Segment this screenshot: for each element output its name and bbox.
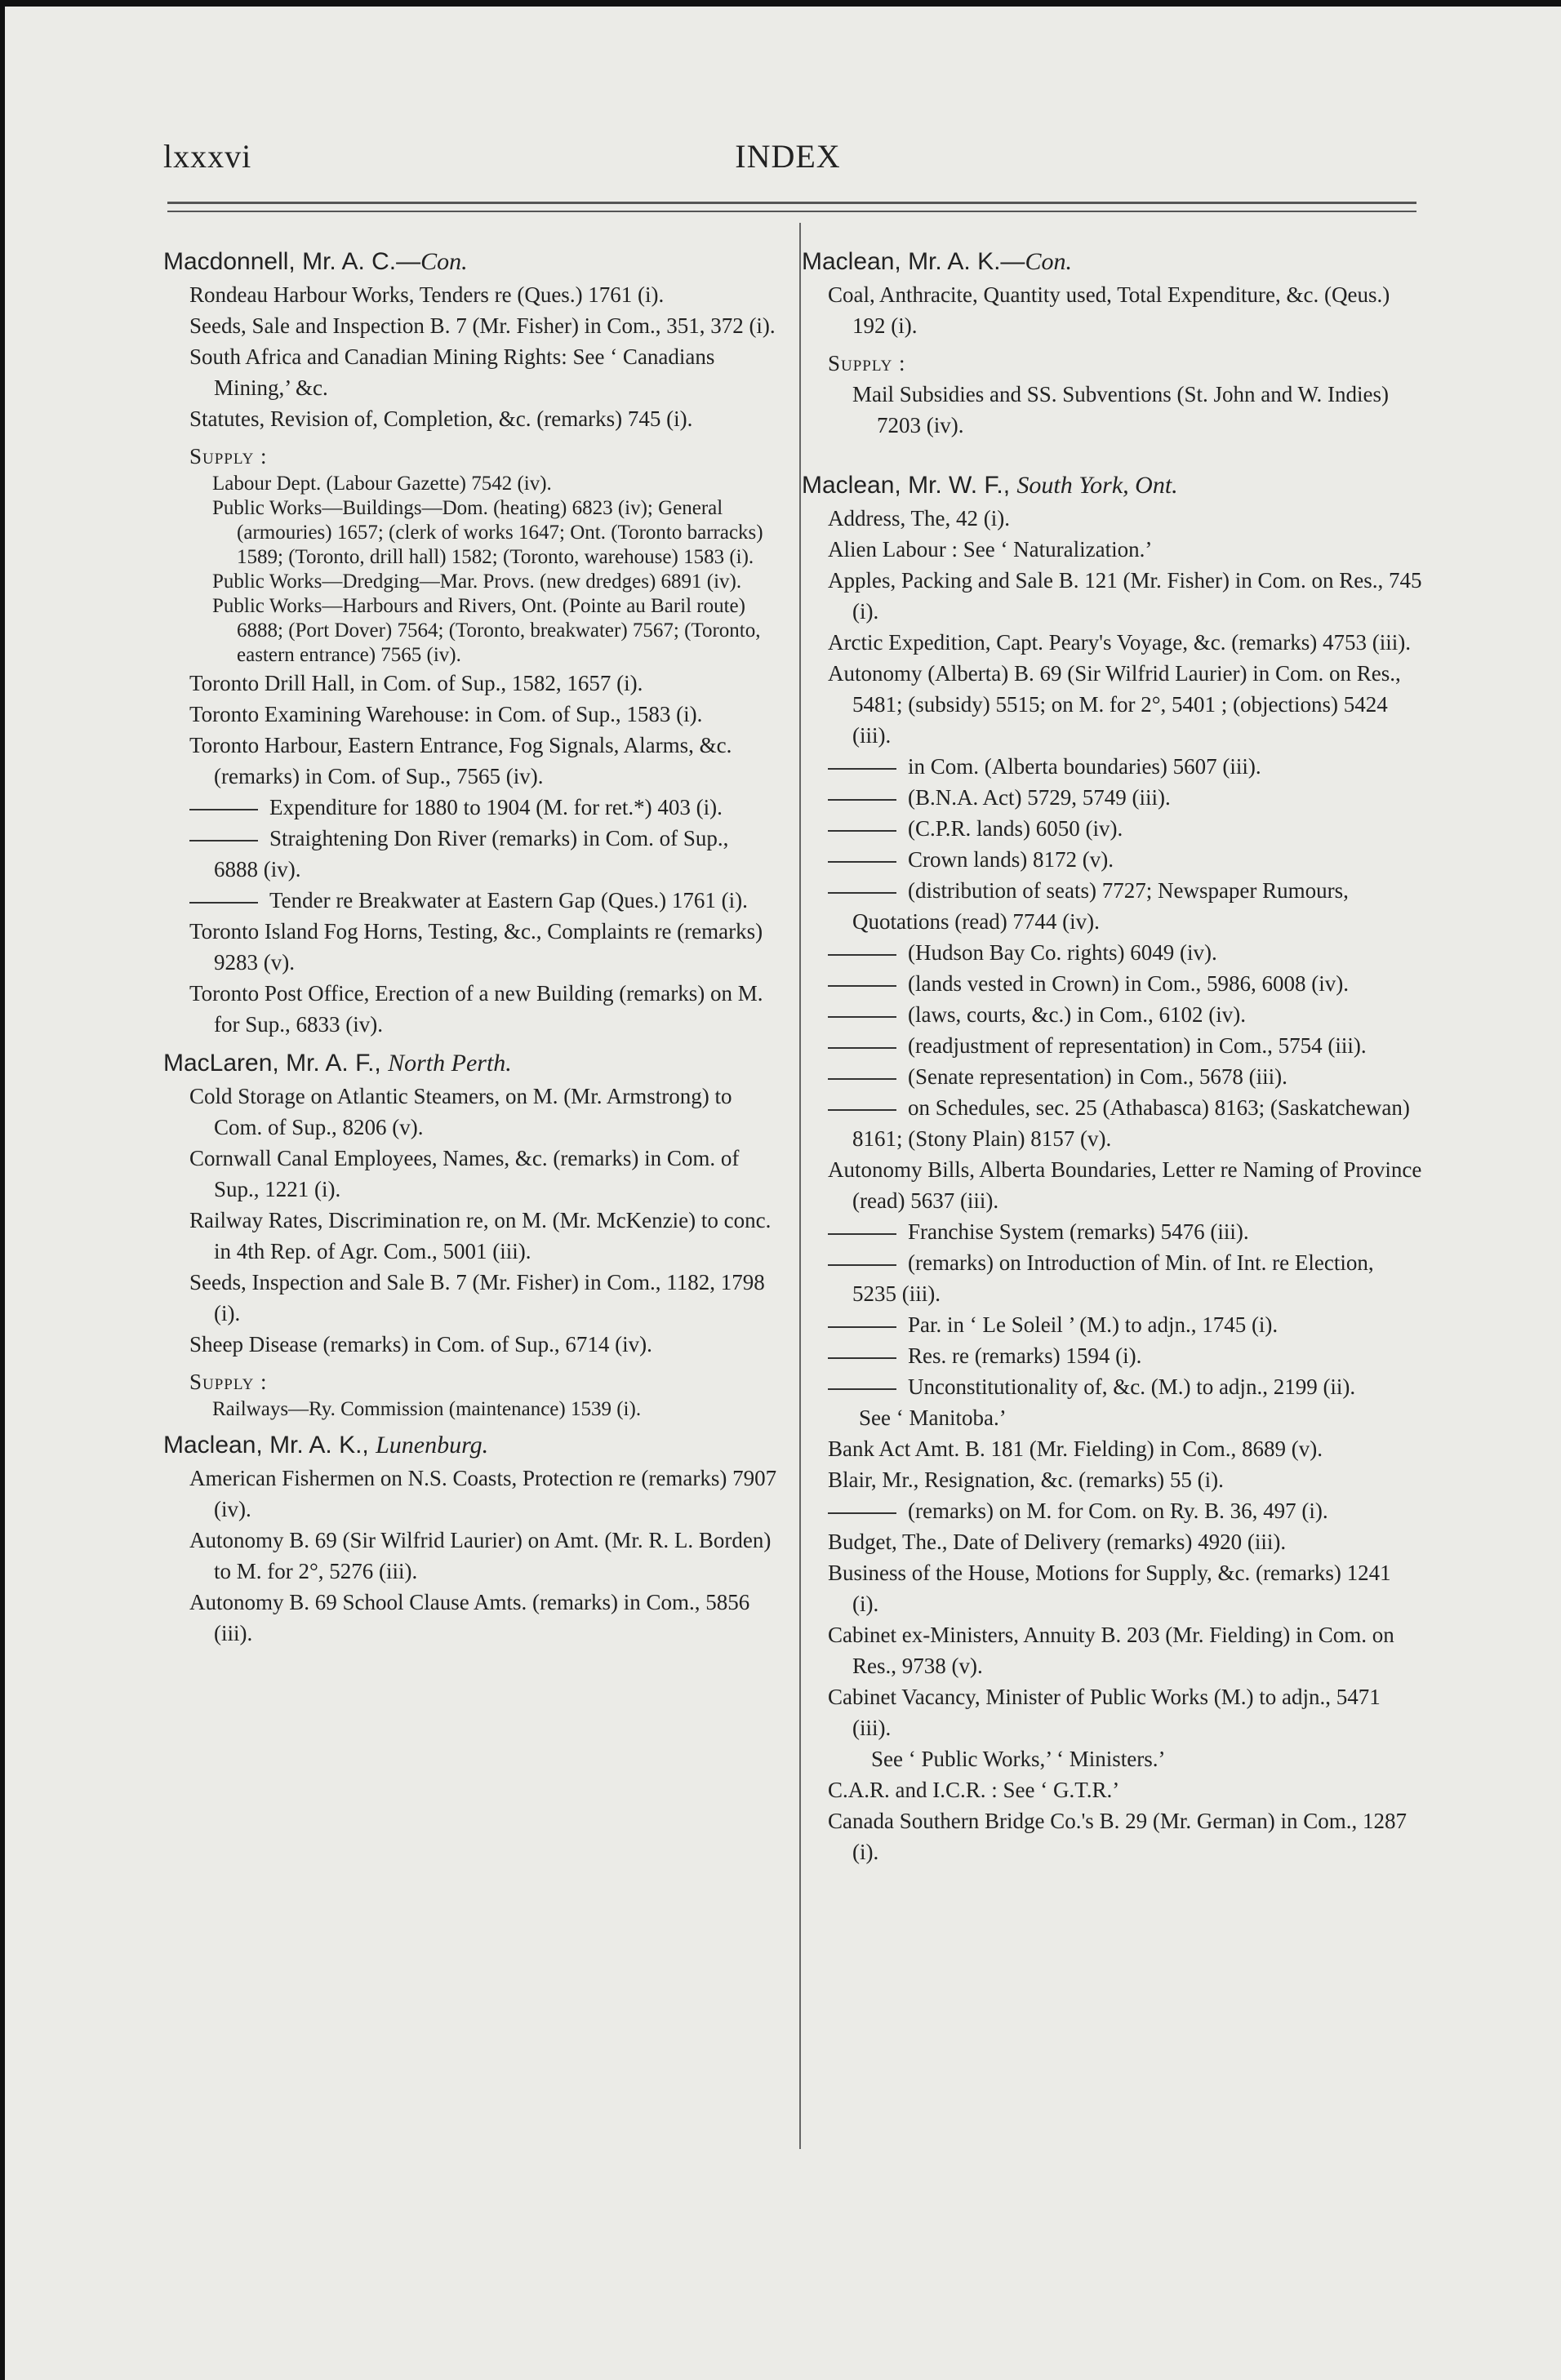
dash-rule [828, 830, 896, 832]
dash-rule [828, 768, 896, 770]
index-entry: Apples, Packing and Sale B. 121 (Mr. Fisher) in Com. on Res., 745 (i). [828, 568, 1422, 624]
index-entry: Autonomy B. 69 (Sir Wilfrid Laurier) on Amt. (Mr. R. L. Borden) to M. for 2°, 5276 (iii). [189, 1528, 772, 1583]
index-entry: Arctic Expedition, Capt. Peary's Voyage, &c. (remarks) 4753 (iii). [828, 630, 1411, 655]
index-heading: Maclean, Mr. A. K., Lunenburg. [163, 1432, 489, 1459]
index-subentry: (B.N.A. Act) 5729, 5749 (iii). [802, 782, 1422, 813]
column-divider [799, 223, 801, 2149]
index-entry: Toronto Examining Warehouse: in Com. of Sup., 1583 (i). [189, 702, 703, 726]
scan-border-left [0, 0, 5, 2380]
page-number: lxxxvi [163, 138, 252, 175]
dash-rule [828, 799, 896, 801]
left-column [163, 238, 777, 1649]
index-subentry: (Senate representation) in Com., 5678 (iii). [802, 1061, 1422, 1092]
dash-rule [828, 1047, 896, 1049]
index-entry: Cabinet Vacancy, Minister of Public Works (M.) to adjn., 5471 (iii). [828, 1685, 1381, 1740]
dash-rule [828, 1078, 896, 1080]
index-subentry: Tender re Breakwater at Eastern Gap (Ques.) 1761 (i). [163, 885, 777, 916]
dash-rule [828, 1233, 896, 1235]
dash-rule [828, 1016, 896, 1018]
supply-entry: Mail Subsidies and SS. Subventions (St. John and W. Indies) 7203 (iv). [852, 382, 1390, 437]
index-entry: Autonomy B. 69 School Clause Amts. (remarks) in Com., 5856 (iii). [189, 1590, 750, 1645]
header-rule-bottom [167, 211, 1416, 212]
index-subentry: (Hudson Bay Co. rights) 6049 (iv). [802, 937, 1422, 968]
index-subentry: (lands vested in Crown) in Com., 5986, 6008 (iv). [802, 968, 1422, 999]
dash-rule [189, 840, 258, 841]
index-heading: Macdonnell, Mr. A. C.—Con. [163, 248, 468, 275]
index-entry: Toronto Harbour, Eastern Entrance, Fog Signals, Alarms, &c. (remarks) in Com. of Sup., 7565 (iv). [189, 733, 732, 788]
supply-entry: Labour Dept. (Labour Gazette) 7542 (iv). [212, 473, 552, 495]
supply-entry: Railways—Ry. Commission (maintenance) 1539 (i). [212, 1398, 642, 1420]
index-subentry: Par. in ‘ Le Soleil ’ (M.) to adjn., 1745 (i). [802, 1309, 1422, 1340]
dash-rule [828, 1109, 896, 1111]
index-subentry: (laws, courts, &c.) in Com., 6102 (iv). [802, 999, 1422, 1030]
dash-rule [828, 1264, 896, 1266]
index-entry: Toronto Drill Hall, in Com. of Sup., 1582, 1657 (i). [189, 671, 643, 695]
index-subentry: on Schedules, sec. 25 (Athabasca) 8163; (Saskatchewan) 8161; (Stony Plain) 8157 (v). [802, 1092, 1422, 1154]
index-entry: C.A.R. and I.C.R. : See ‘ G.T.R.’ [828, 1778, 1120, 1802]
dash-rule [189, 902, 258, 904]
index-subentry: (readjustment of representation) in Com., 5754 (iii). [802, 1030, 1422, 1061]
supply-entry: Public Works—Harbours and Rivers, Ont. (Pointe au Baril route) 6888; (Port Dover) 7564; (Toronto, breakwater) 7567; (Toronto, eastern entrance) 7565 (iv). [212, 595, 761, 666]
index-entry: Sheep Disease (remarks) in Com. of Sup., 6714 (iv). [189, 1332, 652, 1357]
index-entry: Toronto Island Fog Horns, Testing, &c., Complaints re (remarks) 9283 (v). [189, 919, 763, 975]
index-heading: Maclean, Mr. W. F., South York, Ont. [802, 472, 1178, 499]
dash-rule [828, 954, 896, 956]
index-subentry: (C.P.R. lands) 6050 (iv). [802, 813, 1422, 844]
index-entry: Statutes, Revision of, Completion, &c. (remarks) 745 (i). [189, 406, 693, 431]
index-entry: Railway Rates, Discrimination re, on M. (Mr. McKenzie) to conc. in 4th Rep. of Agr. Com., 5001 (iii). [189, 1208, 772, 1263]
see-reference: See ‘ Public Works,’ ‘ Ministers.’ [871, 1747, 1166, 1771]
dash-rule [828, 1326, 896, 1328]
index-entry: Business of the House, Motions for Supply, &c. (remarks) 1241 (i). [828, 1561, 1391, 1616]
index-entry: Cornwall Canal Employees, Names, &c. (remarks) in Com. of Sup., 1221 (i). [189, 1146, 740, 1201]
index-subentry: Straightening Don River (remarks) in Com. of Sup., 6888 (iv). [163, 823, 777, 885]
index-entry: Autonomy Bills, Alberta Boundaries, Letter re Naming of Province (read) 5637 (iii). [828, 1157, 1422, 1213]
index-subentry: Res. re (remarks) 1594 (i). [802, 1340, 1422, 1371]
index-entry: Rondeau Harbour Works, Tenders re (Ques.) 1761 (i). [189, 282, 665, 307]
page-title: INDEX [735, 138, 841, 175]
dash-rule [828, 861, 896, 863]
index-entry: Bank Act Amt. B. 181 (Mr. Fielding) in Com., 8689 (v). [828, 1436, 1323, 1461]
index-entry: Seeds, Inspection and Sale B. 7 (Mr. Fisher) in Com., 1182, 1798 (i). [189, 1270, 765, 1325]
scan-border-top [0, 0, 1561, 7]
dash-rule [828, 892, 896, 894]
right-column [802, 238, 1422, 1867]
index-entry: South Africa and Canadian Mining Rights: See ‘ Canadians Mining,’ &c. [189, 344, 715, 400]
dash-rule [828, 985, 896, 987]
page-header [163, 137, 1412, 186]
dash-rule [189, 809, 258, 810]
header-rule-top [167, 202, 1416, 204]
section-gap [802, 441, 1422, 462]
index-entry: Budget, The., Date of Delivery (remarks) 4920 (iii). [828, 1530, 1287, 1554]
index-subentry: in Com. (Alberta boundaries) 5607 (iii). [802, 751, 1422, 782]
dash-rule [828, 1388, 896, 1390]
supply-label: Supply : [828, 351, 906, 375]
index-subentry: Expenditure for 1880 to 1904 (M. for ret.*) 403 (i). [163, 792, 777, 823]
index-entry: Cabinet ex-Ministers, Annuity B. 203 (Mr. Fielding) in Com. on Res., 9738 (v). [828, 1623, 1394, 1678]
supply-label: Supply : [189, 444, 268, 468]
index-subentry: Crown lands) 8172 (v). [802, 844, 1422, 875]
index-entry: Canada Southern Bridge Co.'s B. 29 (Mr. German) in Com., 1287 (i). [828, 1809, 1408, 1864]
supply-label: Supply : [189, 1370, 268, 1394]
index-entry: Blair, Mr., Resignation, &c. (remarks) 55 (i). [828, 1468, 1224, 1492]
supply-entry: Public Works—Dredging—Mar. Provs. (new dredges) 6891 (iv). [212, 571, 742, 593]
index-entry: American Fishermen on N.S. Coasts, Protection re (remarks) 7907 (iv). [189, 1466, 777, 1521]
dash-rule [828, 1357, 896, 1359]
index-subentry: (distribution of seats) 7727; Newspaper Rumours, Quotations (read) 7744 (iv). [802, 875, 1422, 937]
index-entry: Autonomy (Alberta) B. 69 (Sir Wilfrid Laurier) in Com. on Res., 5481; (subsidy) 5515; on M. for 2°, 5401 ; (objections) 5424 (iii). [828, 661, 1401, 748]
index-entry: Alien Labour : See ‘ Naturalization.’ [828, 537, 1153, 562]
index-subentry: (remarks) on Introduction of Min. of Int. re Election, 5235 (iii). [802, 1247, 1422, 1309]
dash-rule [828, 1512, 896, 1514]
index-subentry: (remarks) on M. for Com. on Ry. B. 36, 497 (i). [802, 1495, 1422, 1526]
index-entry: Coal, Anthracite, Quantity used, Total Expenditure, &c. (Qeus.) 192 (i). [828, 282, 1390, 338]
index-heading: Maclean, Mr. A. K.—Con. [802, 248, 1072, 275]
index-entry: Cold Storage on Atlantic Steamers, on M. (Mr. Armstrong) to Com. of Sup., 8206 (v). [189, 1084, 732, 1139]
index-entry: Toronto Post Office, Erection of a new Building (remarks) on M. for Sup., 6833 (iv). [189, 981, 763, 1037]
index-subentry: Franchise System (remarks) 5476 (iii). [802, 1216, 1422, 1247]
index-entry: Seeds, Sale and Inspection B. 7 (Mr. Fisher) in Com., 351, 372 (i). [189, 313, 776, 338]
index-subentry: Unconstitutionality of, &c. (M.) to adjn., 2199 (ii). [802, 1371, 1422, 1402]
see-reference: See ‘ Manitoba.’ [859, 1405, 1007, 1430]
supply-entry: Public Works—Buildings—Dom. (heating) 6823 (iv); General (armouries) 1657; (clerk of works 1647; Ont. (Toronto barracks) 1589; (Toronto, drill hall) 1582; (Toronto, warehouse) 1583 (i). [212, 497, 763, 568]
index-heading: MacLaren, Mr. A. F., North Perth. [163, 1050, 512, 1077]
index-entry: Address, The, 42 (i). [828, 506, 1010, 531]
